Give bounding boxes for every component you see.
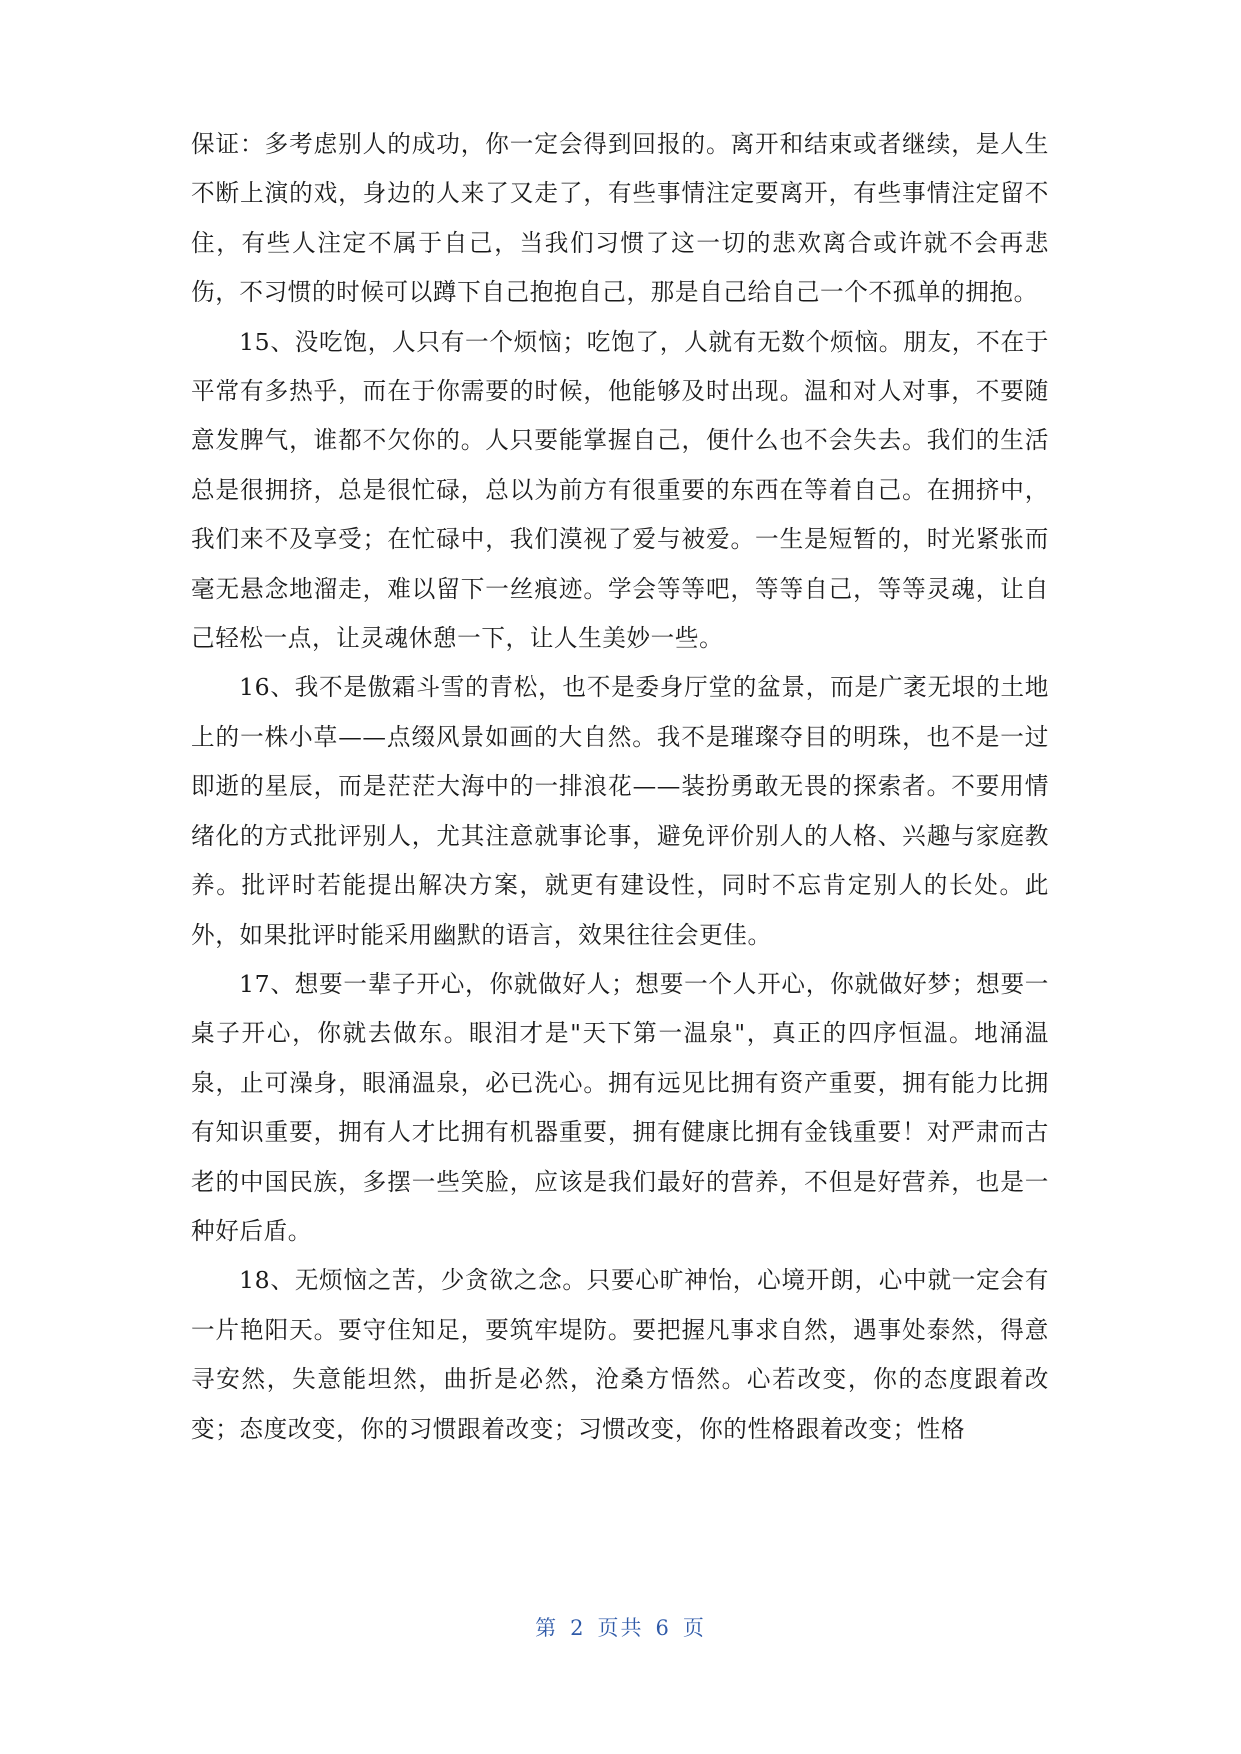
paragraph-18: 18、无烦恼之苦，少贪欲之念。只要心旷神怡，心境开朗，心中就一定会有一片艳阳天。要守住知足，要筑牢堤防。要把握凡事求自然，遇事处泰然，得意寻安然，失意能坦然，曲折是必然，沧桑方悟然。心若改变，你的态度跟着改变；态度改变，你的习惯跟着改变；习惯改变，你的性格跟着改变；性格 <box>191 1266 1049 1443</box>
footer-total-pages: 6 <box>655 1616 671 1640</box>
paragraph-17: 17、想要一辈子开心，你就做好人；想要一个人开心，你就做好梦；想要一桌子开心，你就去做东。眼泪才是"天下第一温泉"，真正的四序恒温。地涌温泉，止可澡身，眼涌温泉，必已洗心。拥有远见比拥有资产重要，拥有能力比拥有知识重要，拥有人才比拥有机器重要，拥有健康比拥有金钱重要！对严肃而古老的中国民族，多摆一些笑脸，应该是我们最好的营养，不但是好营养，也是一种好后盾。 <box>191 969 1049 1245</box>
paragraph-16: 16、我不是傲霜斗雪的青松，也不是委身厅堂的盆景，而是广袤无垠的土地上的一株小草——点缀风景如画的大自然。我不是璀璨夺目的明珠，也不是一过即逝的星辰，而是茫茫大海中的一排浪花——装扮勇敢无畏的探索者。不要用情绪化的方式批评别人，尤其注意就事论事，避免评价别人的人格、兴趣与家庭教养。批评时若能提出解决方案，就更有建设性，同时不忘肯定别人的长处。此外，如果批评时能采用幽默的语言，效果往往会更佳。 <box>191 673 1049 949</box>
footer-current-page: 2 <box>570 1616 586 1640</box>
page-footer <box>0 1612 1241 1642</box>
paragraph-15: 15、没吃饱，人只有一个烦恼；吃饱了，人就有无数个烦恼。朋友，不在于平常有多热乎，而在于你需要的时候，他能够及时出现。温和对人对事，不要随意发脾气，谁都不欠你的。人只要能掌握自己，便什么也不会失去。我们的生活总是很拥挤，总是很忙碌，总以为前方有很重要的东西在等着自己。在拥挤中，我们来不及享受；在忙碌中，我们漠视了爱与被爱。一生是短暂的，时光紧张而毫无悬念地溜走，难以留下一丝痕迹。学会等等吧，等等自己，等等灵魂，让自己轻松一点，让灵魂休憩一下，让人生美妙一些。 <box>191 327 1049 653</box>
paragraph-continuation: 保证：多考虑别人的成功，你一定会得到回报的。离开和结束或者继续，是人生不断上演的戏，身边的人来了又走了，有些事情注定要离开，有些事情注定留不住，有些人注定不属于自己，当我们习惯了这一切的悲欢离合或许就不会再悲伤，不习惯的时候可以蹲下自己抱抱自己，那是自己给自己一个不孤单的拥抱。 <box>191 130 1049 307</box>
page-body <box>191 120 1049 1454</box>
footer-label-of: 页共 <box>597 1616 644 1640</box>
footer-label-page: 第 <box>535 1616 559 1640</box>
footer-label-end: 页 <box>682 1616 706 1640</box>
